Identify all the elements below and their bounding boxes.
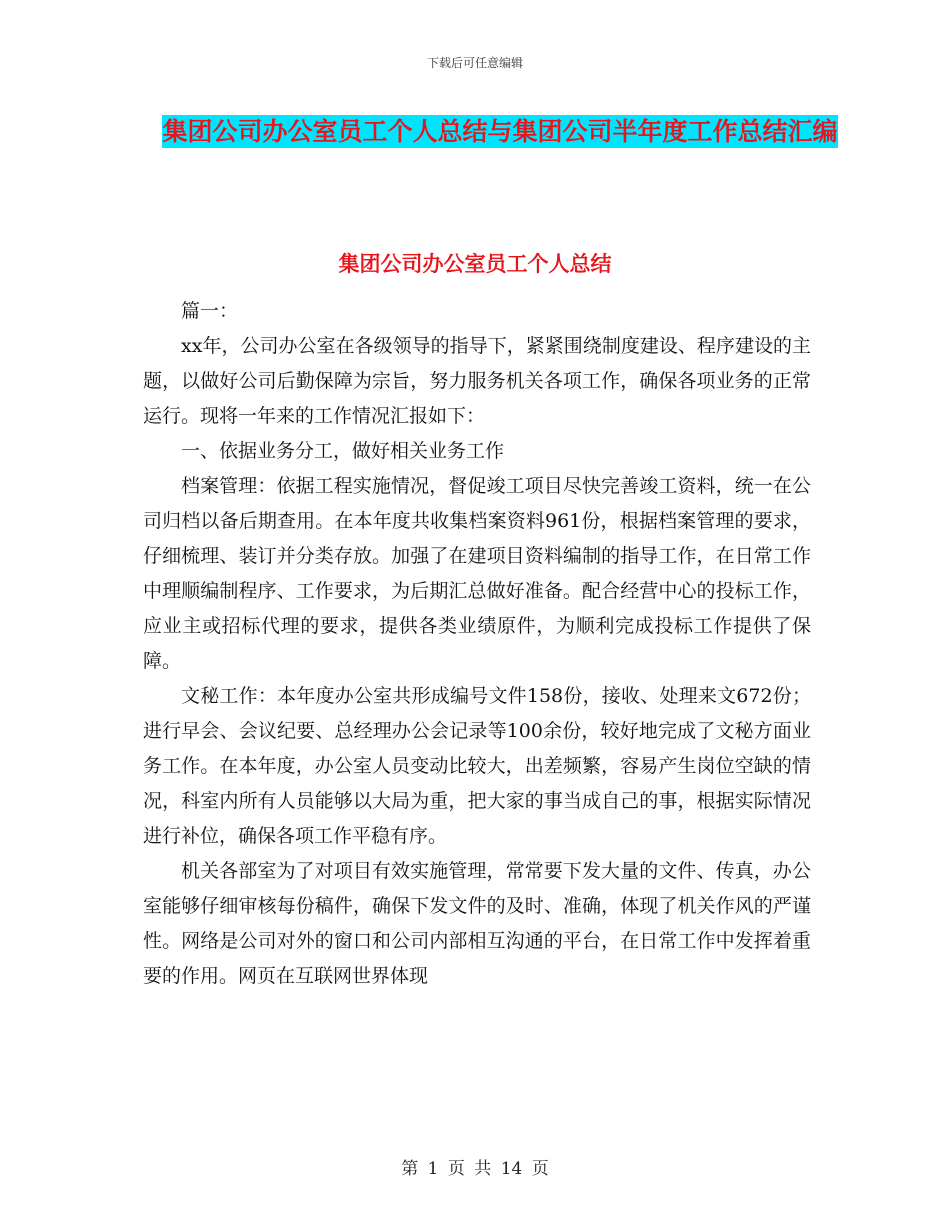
paragraph: 档案管理：依据工程实施情况，督促竣工项目尽快完善竣工资料，统一在公司归档以备后期查用。在本年度共收集档案资料961份，根据档案管理的要求，仔细梳理、装订并分类存放。加强了在建项目资料编制的指导工作，在日常工作中理顺编制程序、工作要求，为后期汇总做好准备。配合经营中心的投标工作，应业主或招标代理的要求，提供各类业绩原件，为顺利完成投标工作提供了保障。 bbox=[143, 475, 811, 672]
page-number: 第 1 页 共 14 页 bbox=[401, 1159, 549, 1179]
header-note: 下载后可任意编辑 bbox=[426, 56, 523, 70]
paragraph: 一、依据业务分工，做好相关业务工作 bbox=[181, 440, 505, 462]
document-title-text: 集团公司办公室员工个人总结与集团公司半年度工作总结汇编 bbox=[162, 117, 838, 146]
paragraph: 篇一： bbox=[181, 300, 239, 322]
document-title bbox=[140, 108, 860, 156]
paragraph: 文秘工作：本年度办公室共形成编号文件158份，接收、处理来文672份；进行早会、会议纪要、总经理办公会记录等100余份，较好地完成了文秘方面业务工作。在本年度，办公室人员变动比较大，出差频繁，容易产生岗位空缺的情况，科室内所有人员能够以大局为重，把大家的事当成自己的事，根据实际情况进行补位，确保各项工作平稳有序。 bbox=[143, 685, 811, 847]
paragraph: 机关各部室为了对项目有效实施管理，常常要下发大量的文件、传真，办公室能够仔细审核每份稿件，确保下发文件的及时、准确，体现了机关作风的严谨性。网络是公司对外的窗口和公司内部相互沟通的平台，在日常工作中发挥着重要的作用。网页在互联网世界体现 bbox=[143, 860, 811, 987]
section-title: 集团公司办公室员工个人总结 bbox=[338, 252, 612, 276]
paragraph: xx年，公司办公室在各级领导的指导下，紧紧围绕制度建设、程序建设的主题，以做好公司后勤保障为宗旨，努力服务机关各项工作，确保各项业务的正常运行。现将一年来的工作情况汇报如下： bbox=[143, 335, 811, 427]
document-body bbox=[143, 294, 811, 994]
